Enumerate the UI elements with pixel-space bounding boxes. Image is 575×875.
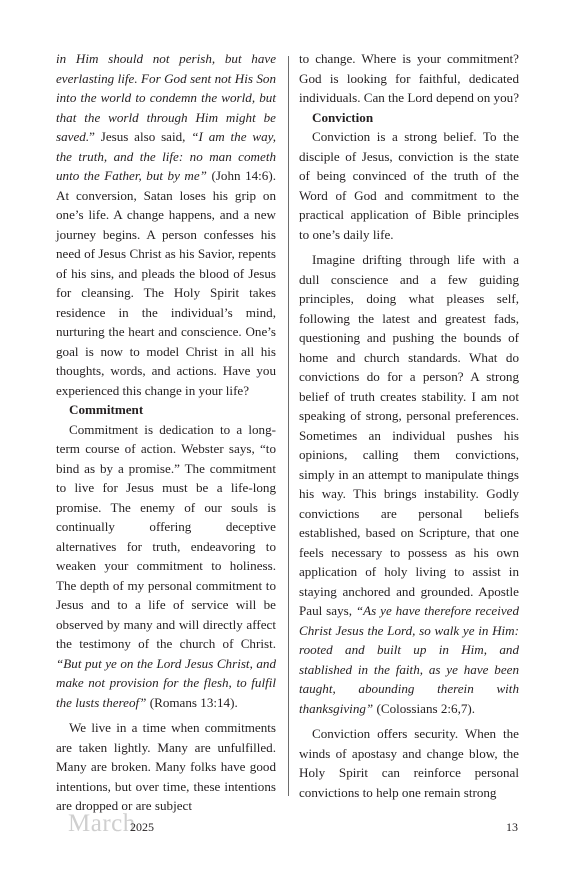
column-divider bbox=[288, 56, 289, 796]
body-paragraph bbox=[299, 250, 519, 718]
body-paragraph bbox=[56, 49, 276, 400]
scripture-quote: “As ye have therefore received Christ Jesus the Lord, so walk ye in Him: rooted and built up in Him, and stablished in the faith, as ye have been taught, abounding therein with thanksgiving” bbox=[299, 603, 519, 716]
section-heading-conviction: Conviction bbox=[312, 109, 374, 125]
body-text: Commitment is dedication to a long-term course of action. Webster says, “to bind as by a promise.” The commitment to live for Jesus must be a life-long promise. The enemy of our souls is continually offering deceptive alternatives for truth, endeavoring to weaken your commitment to holiness. The depth of my personal commitment to Jesus and to a life of service will be observed by many and will directly affect the testimony of the church of Christ. bbox=[56, 421, 276, 651]
page-number: 13 bbox=[506, 820, 518, 834]
left-column bbox=[56, 49, 276, 816]
body-paragraph bbox=[56, 420, 276, 713]
body-paragraph: to change. Where is your commitment? God is looking for faithful, dedicated individuals. Can the Lord depend on you? bbox=[299, 51, 520, 105]
body-paragraph: We live in a time when commitments are taken lightly. Many are unfulfilled. Many are broken. Many folks have good intentions, but over time, these intentions are dropped or are subject bbox=[56, 720, 276, 813]
scripture-quote: “I am the way, the truth, and the life: no man cometh unto the Father, but by me” bbox=[56, 129, 276, 183]
body-paragraph: Conviction offers security. When the winds of apostasy and change blow, the Holy Spirit can reinforce personal convictions to help one remain strong bbox=[299, 726, 519, 800]
body-text: (John 14:6). At conversion, Satan loses his grip on one’s life. A change happens, and a new journey begins. A person confesses his need of Jesus Christ as his Savior, repents of his sins, and pleads the blood of Jesus for cleansing. The Holy Spirit takes residence in the individual’s mind, nurturing the heart and conscience. One’s goal is now to model Christ in all his thoughts, words, and actions. Have you experienced this change in your life? bbox=[56, 168, 276, 398]
footer-month: March bbox=[68, 810, 136, 837]
scripture-quote: in Him should not perish, but have everlasting life. For God sent not His Son into the world to condemn the world, but that the world through Him might be saved. bbox=[56, 51, 276, 144]
body-text: ” Jesus also said, bbox=[89, 129, 192, 144]
body-paragraph: Conviction is a strong belief. To the disciple of Jesus, conviction is the state of being convinced of the truth of the Word of God and commitment to the practical application of Bible principles to one’s daily life. bbox=[299, 129, 519, 242]
body-text: Imagine drifting through life with a dull conscience and a few guiding principles, doing what pleases self, following the latest and greatest fads, questioning and pushing the bounds of home and church standards. What do convictions do for a person? A strong belief of truth creates stability. I am not speaking of strong, personal preferences. Sometimes an individual pushes his opinions, calling them convictions, simply in an attempt to manipulate things his way. This brings instability. Godly convictions are personal beliefs established, based on Scripture, that one feels necessary to possess as his own application of holy living to assist in staying anchored and grounded. Apostle Paul says, bbox=[299, 252, 519, 618]
body-text: (Romans 13:14). bbox=[146, 694, 238, 710]
body-text: (Colossians 2:6,7). bbox=[373, 700, 476, 716]
footer-year: 2025 bbox=[130, 820, 154, 834]
scripture-quote: “But put ye on the Lord Jesus Christ, and make not provision for the flesh, to fulfil the lusts thereof” bbox=[56, 655, 276, 710]
section-heading-commitment: Commitment bbox=[69, 402, 144, 417]
right-column bbox=[299, 49, 519, 802]
